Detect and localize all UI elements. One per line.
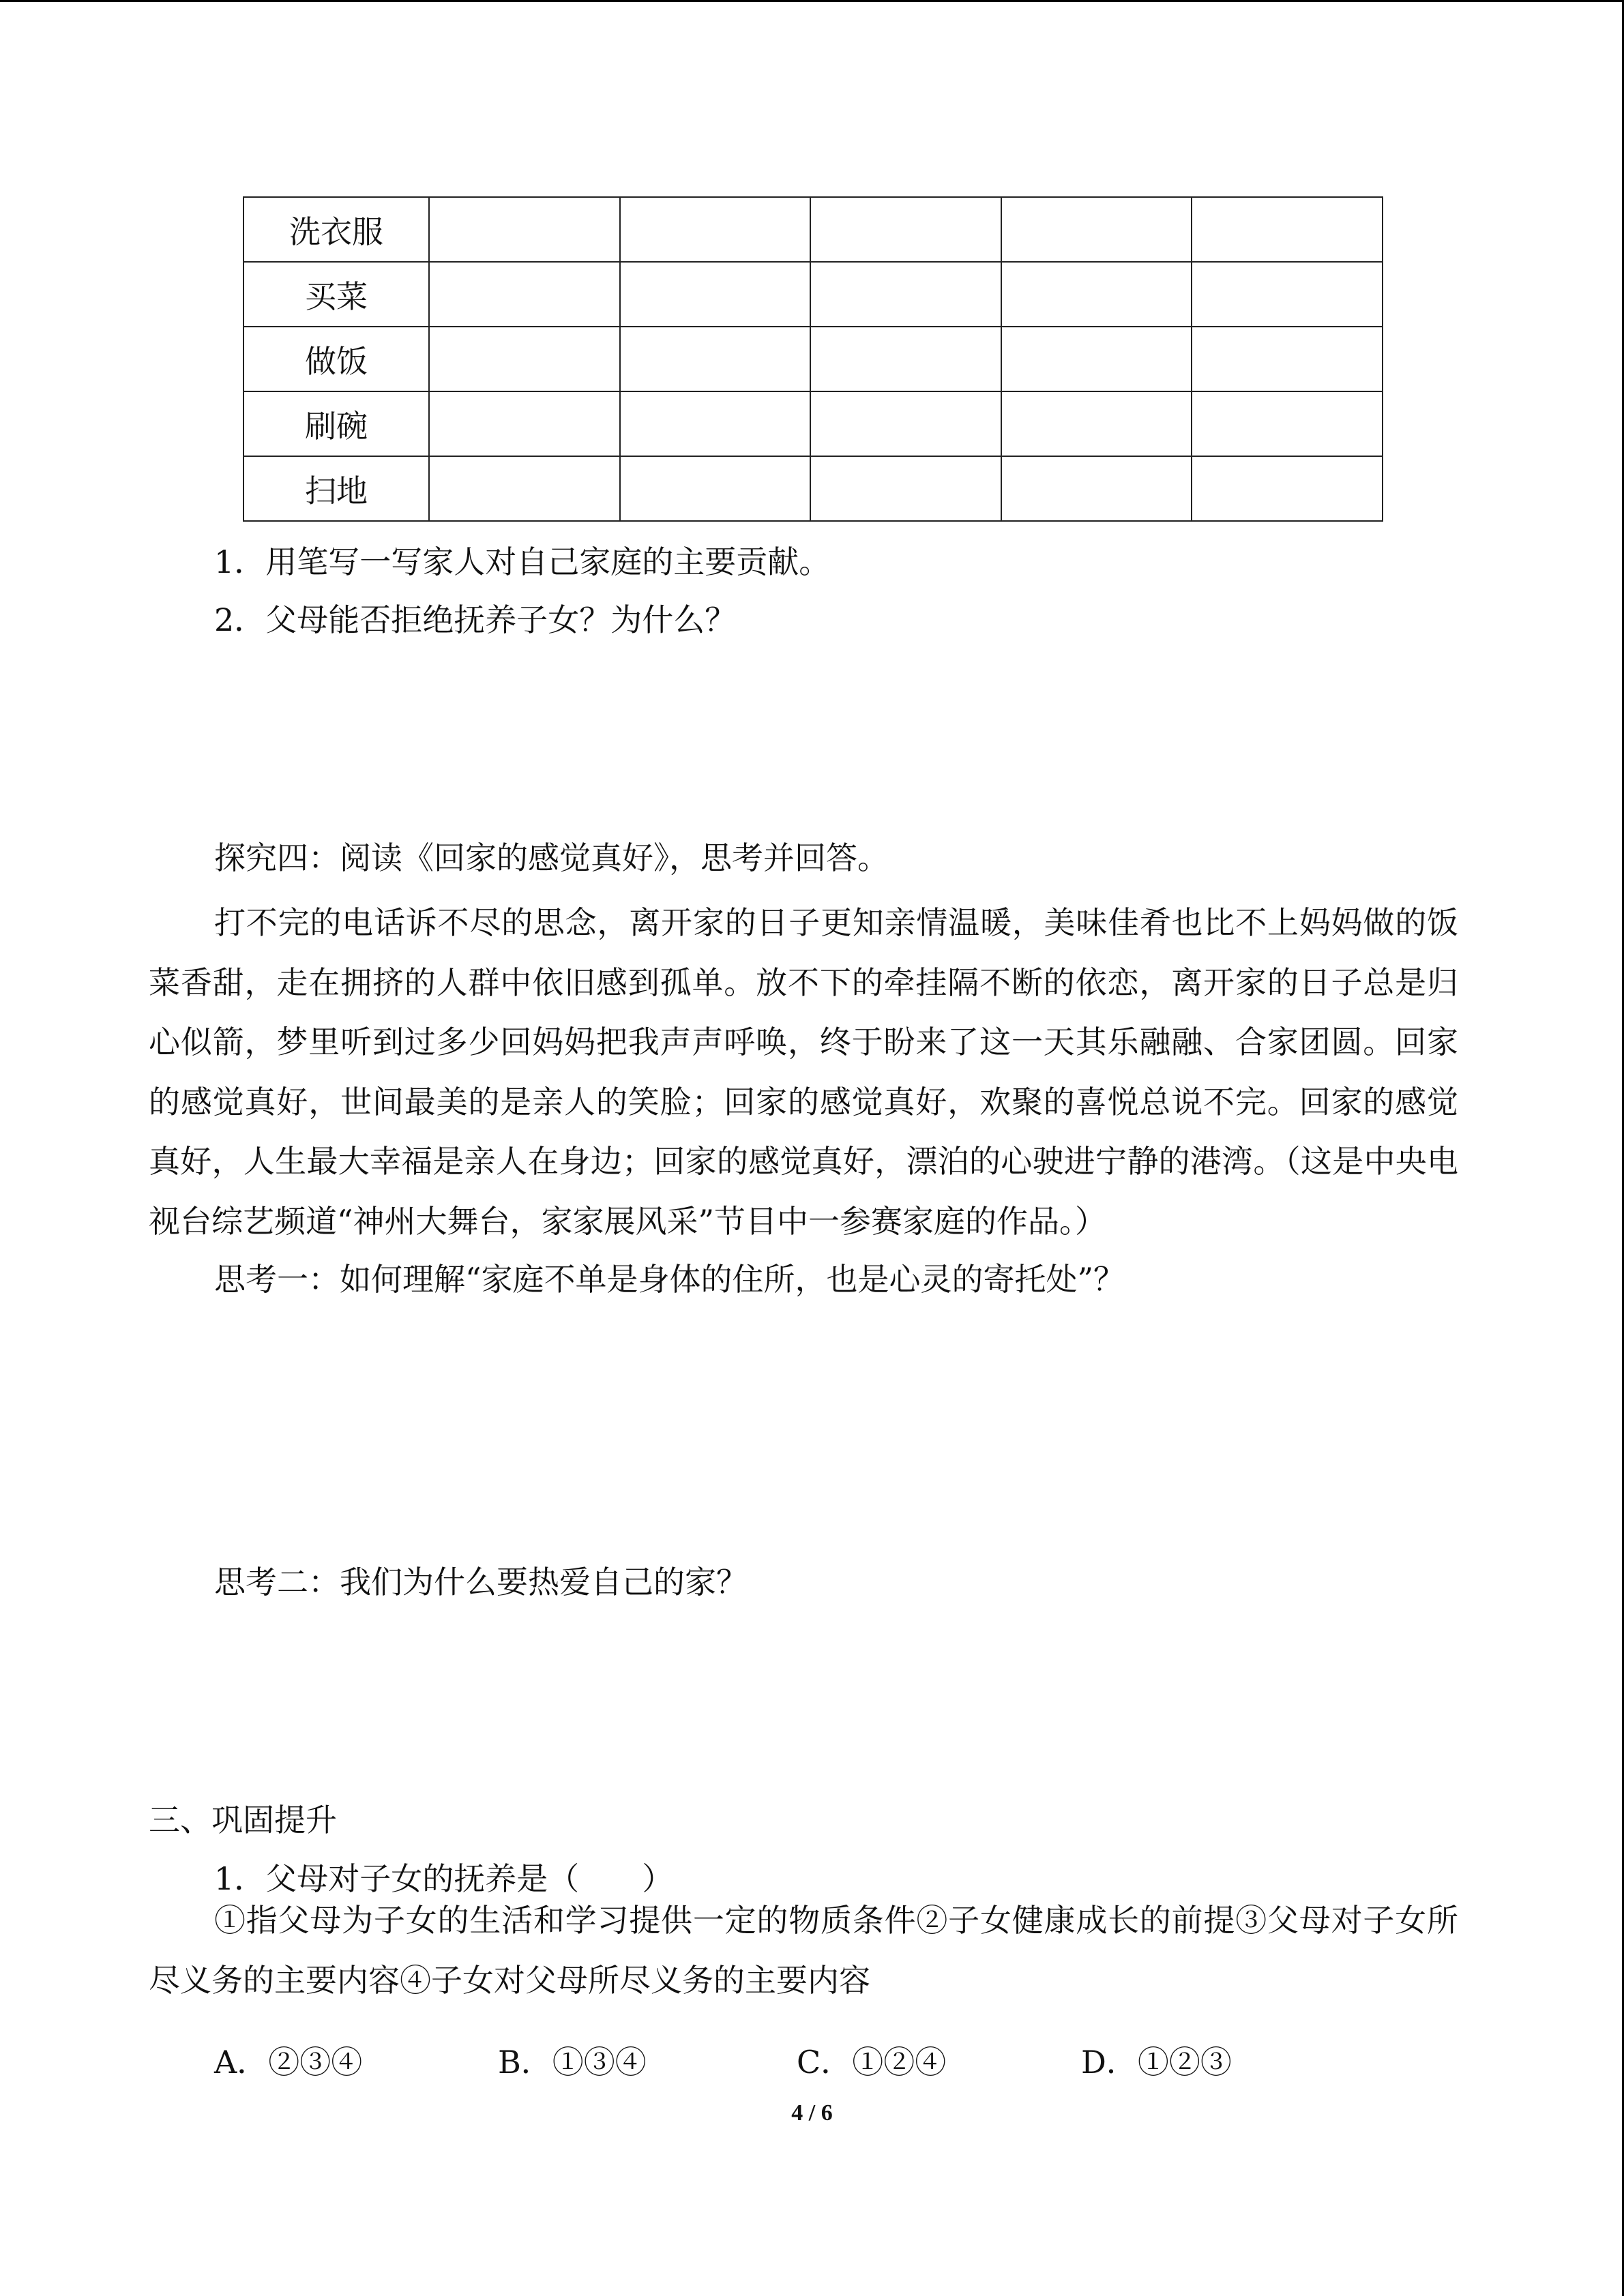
top-border (0, 0, 1624, 2)
blank-cell (1001, 391, 1192, 456)
blank-cell (810, 262, 1001, 327)
table-row (243, 327, 1383, 391)
question-1: 1．用笔写一写家人对自己家庭的主要贡献。 (214, 543, 831, 580)
row-label: 做饭 (243, 327, 429, 391)
section-3-statements: ①指父母为子女的生活和学习提供一定的物质条件②子女健康成长的前提③父母对子女所尽义务的主要内容④子女对父母所尽义务的主要内容 (149, 1902, 1458, 1999)
blank-cell (620, 391, 811, 456)
think-1: 思考一：如何理解“家庭不单是身体的住所，也是心灵的寄托处”？ (214, 1261, 1125, 1298)
option-a: A．②③④ (214, 2044, 363, 2081)
blank-cell (1001, 456, 1192, 521)
blank-cell (810, 197, 1001, 262)
row-label: 扫地 (243, 456, 429, 521)
blank-cell (620, 262, 811, 327)
table-row (243, 456, 1383, 521)
blank-cell (429, 262, 620, 327)
think-2: 思考二：我们为什么要热爱自己的家？ (214, 1564, 748, 1600)
question-2: 2．父母能否拒绝抚养子女？为什么？ (214, 601, 737, 638)
explore-4-passage: 打不完的电话诉不尽的思念，离开家的日子更知亲情温暖，美味佳肴也比不上妈妈做的饭菜香甜，走在拥挤的人群中依旧感到孤单。放不下的牵挂隔不断的依恋，离开家的日子总是归心似箭，梦里听到过多少回妈妈把我声声呼唤，终于盼来了这一天其乐融融、合家团圆。回家的感觉真好，世间最美的是亲人的笑脸；回家的感觉真好，欢聚的喜悦总说不完。回家的感觉真好，人生最大幸福是亲人在身边；回家的感觉真好，漂泊的心驶进宁静的港湾。（这是中央电视台综艺频道“神州大舞台，家家展风采”节目中一参赛家庭的作品。） (149, 904, 1458, 1240)
blank-cell (429, 327, 620, 391)
row-label: 买菜 (243, 262, 429, 327)
row-label: 洗衣服 (243, 197, 429, 262)
blank-cell (1001, 262, 1192, 327)
section-3-title: 三、巩固提升 (149, 1802, 337, 1838)
blank-cell (620, 456, 811, 521)
row-label: 刷碗 (243, 391, 429, 456)
blank-cell (1001, 197, 1192, 262)
blank-cell (1192, 456, 1383, 521)
option-d: D．①②③ (1081, 2044, 1232, 2081)
blank-cell (620, 197, 811, 262)
blank-cell (810, 391, 1001, 456)
blank-cell (1001, 327, 1192, 391)
table-row (243, 391, 1383, 456)
blank-cell (429, 197, 620, 262)
section-3-question-1: 1．父母对子女的抚养是（ ） (214, 1860, 674, 1897)
chores-table (243, 196, 1383, 522)
table-row (243, 197, 1383, 262)
blank-cell (1192, 262, 1383, 327)
option-c: C．①②④ (797, 2044, 947, 2081)
explore-4-title: 探究四：阅读《回家的感觉真好》，思考并回答。 (214, 839, 889, 876)
blank-cell (810, 456, 1001, 521)
blank-cell (1192, 327, 1383, 391)
option-b: B．①③④ (498, 2044, 647, 2081)
blank-cell (620, 327, 811, 391)
blank-cell (429, 456, 620, 521)
blank-cell (1192, 391, 1383, 456)
blank-cell (1192, 197, 1383, 262)
page-number: 4 / 6 (791, 2100, 833, 2126)
table-row (243, 262, 1383, 327)
blank-cell (810, 327, 1001, 391)
blank-cell (429, 391, 620, 456)
